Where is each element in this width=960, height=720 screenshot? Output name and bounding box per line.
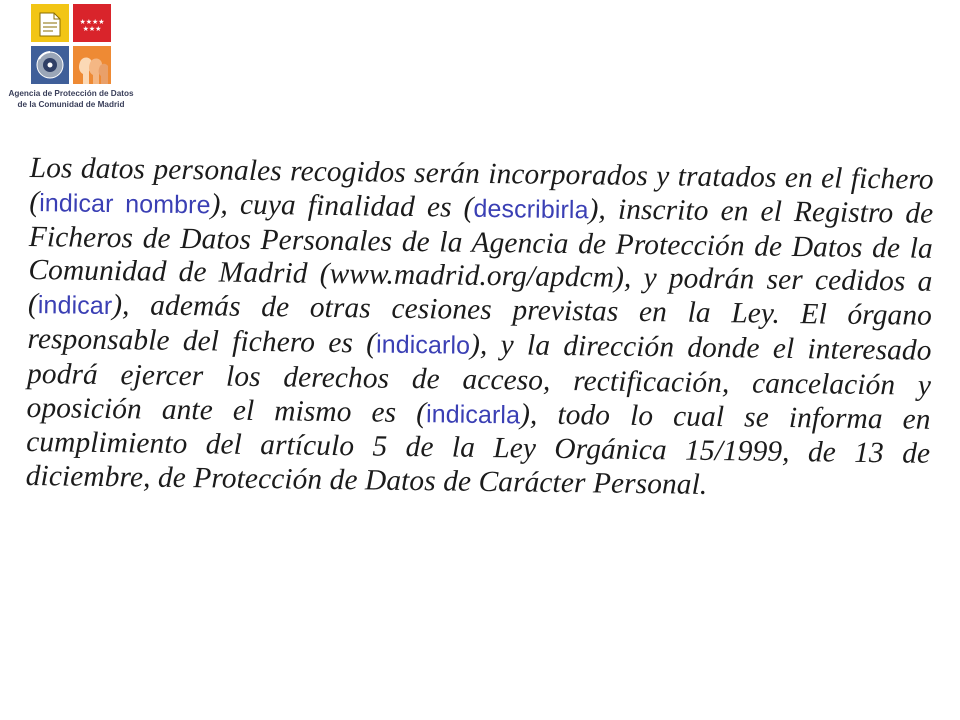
placeholder-responsible-body: indicarlo	[375, 330, 471, 360]
placeholder-purpose: describirla	[473, 194, 589, 225]
notice-text-4: ), además de otras cesiones previstas en la Ley. El órgano responsable del fichero es (	[27, 289, 933, 360]
notice-text-1: Los datos personales recogidos serán incorporados y tratados en el fichero (	[29, 152, 934, 218]
data-protection-notice	[26, 152, 934, 506]
notice-text-3: ), inscrito en el Registro de Ficheros de Datos Personales de la Agencia de Protección de Datos de la Comunidad de Madrid (www.madrid.org/apdcm), y podrán ser cedidos a (	[27, 193, 934, 321]
disc-icon	[37, 52, 63, 78]
notice-text-5: ), y la dirección donde el interesado podrá ejercer los derechos de acceso, rectificación, cancelación y oposición ante el mismo es (	[26, 328, 932, 429]
agency-logo-icon	[31, 4, 111, 84]
placeholder-address: indicarla	[425, 399, 521, 430]
stars-icon	[79, 18, 104, 33]
placeholder-file-name: indicar nombre	[39, 188, 211, 220]
svg-text:★★★★: ★★★★	[79, 18, 105, 26]
agency-name-line-1: Agencia de Protección de Datos	[8, 89, 134, 98]
document-icon	[40, 13, 60, 36]
notice-text-2: ), cuya finalidad es (	[210, 188, 474, 224]
agency-name	[8, 88, 134, 110]
notice-text-6: ), todo lo cual se informa en cumplimiento del artículo 5 de la Ley Orgánica 15/1999, de 13 de diciembre, de Protección de Datos de Carácter Personal.	[25, 398, 931, 502]
svg-text:★★★: ★★★	[82, 25, 102, 33]
agency-name-line-2: de la Comunidad de Madrid	[17, 100, 125, 109]
placeholder-recipients: indicar	[37, 291, 113, 321]
